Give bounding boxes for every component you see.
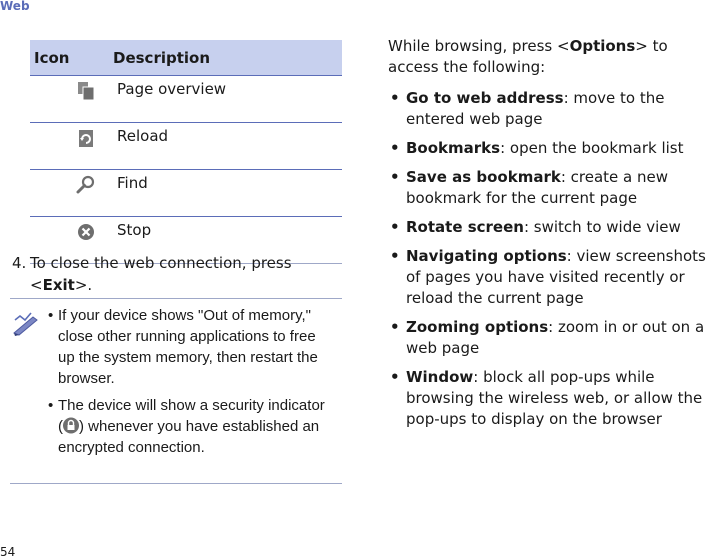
lock-icon xyxy=(63,417,79,434)
row-description: Stop xyxy=(109,217,342,264)
options-intro: While browsing, press <Options> to access the following: xyxy=(388,37,668,76)
page-number: 54 xyxy=(0,545,16,559)
note-item: • The device will show a security indicator ( ) whenever you have established an encrypted connection. xyxy=(48,397,325,456)
stop-icon xyxy=(75,221,97,243)
list-item: • Go to web address: move to the entered web page xyxy=(390,89,665,128)
step-text: To close the web connection, press xyxy=(30,254,292,272)
row-description: Page overview xyxy=(109,76,342,123)
note-item: • If your device shows "Out of memory," close other running applications to free up the system memory, then restart the browser. xyxy=(48,307,318,387)
list-item: • Bookmarks: open the bookmark list xyxy=(390,139,684,157)
exit-key: Exit xyxy=(42,276,75,294)
list-item: • Rotate screen: switch to wide view xyxy=(390,218,681,236)
page-overview-icon xyxy=(75,80,97,102)
section-header: Web xyxy=(0,0,30,13)
step-number: 4. xyxy=(12,254,27,272)
find-icon xyxy=(75,174,97,196)
note-box xyxy=(10,298,342,484)
list-item: • Navigating options: view screenshots of pages you have visited recently or reload the current page xyxy=(390,247,706,307)
table-row xyxy=(30,123,342,170)
table-row xyxy=(30,76,342,123)
options-list xyxy=(388,88,713,430)
icon-table xyxy=(30,40,342,264)
row-description: Find xyxy=(109,170,342,217)
note-pen-icon xyxy=(11,308,41,338)
column-header-description: Description xyxy=(109,40,342,76)
list-item: • Window: block all pop-ups while browsing the wireless web, or allow the pop-ups to display on the browser xyxy=(390,368,703,428)
column-header-icon: Icon xyxy=(30,40,109,76)
table-row xyxy=(30,170,342,217)
reload-icon xyxy=(75,127,97,149)
row-description: Reload xyxy=(109,123,342,170)
list-item: • Zooming options: zoom in or out on a web page xyxy=(390,318,705,357)
note-list xyxy=(48,305,328,464)
step-4: 4. To close the web connection, press <Exit>. xyxy=(12,254,292,294)
options-section xyxy=(388,36,713,438)
options-key: Options xyxy=(569,37,636,55)
table-header-row xyxy=(30,40,342,76)
list-item: • Save as bookmark: create a new bookmark for the current page xyxy=(390,168,668,207)
